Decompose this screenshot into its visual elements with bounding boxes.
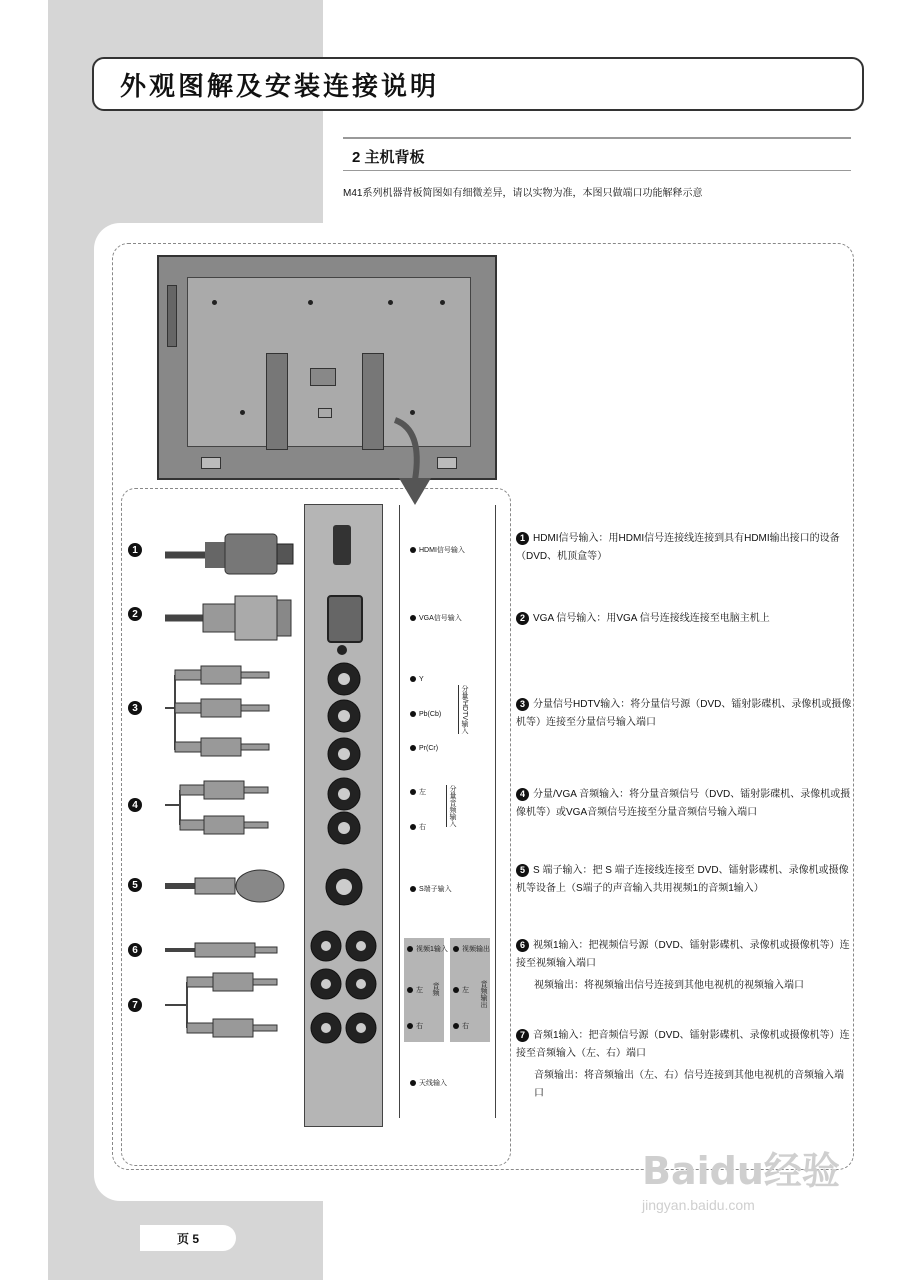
label-video-in: 视频1输入 <box>407 944 448 954</box>
rca-jacks <box>304 504 383 1127</box>
marker-6: 6 <box>128 943 142 957</box>
marker-4: 4 <box>128 798 142 812</box>
marker-3: 3 <box>128 701 142 715</box>
description-4: 4 分量/VGA 音频输入：将分量音频信号（DVD、镭射影碟机、录像机或摄像机等）或VGA音频信号连接至分量音频信号输入端口 <box>516 789 851 818</box>
page-number: 页 5 <box>140 1225 236 1251</box>
label-video-out: 视频输出 <box>453 944 490 954</box>
label-y: Y <box>410 676 424 683</box>
screw-icon <box>440 300 445 305</box>
screw-icon <box>240 410 245 415</box>
description-7: 7 音频1输入：把音频信号源（DVD、镭射影碟机、录像机或摄像机等）连接至音频输入（左、右）端口 音频输出：将音频输出（左、右）信号连接到其他电视机的音频输入端口 <box>516 1027 852 1103</box>
watermark <box>642 1140 840 1213</box>
tv-foot <box>201 457 221 469</box>
label-pr: Pr(Cr) <box>410 745 438 752</box>
tv-vent <box>318 408 332 418</box>
description-1: 1 HDMI信号输入：用HDMI信号连接线连接到具有HDMI输出接口的设备（DVD、机顶盒等） <box>516 533 840 562</box>
description-3: 3 分量信号HDTV输入：将分量信号源（DVD、镭射影碟机、录像机或摄像机等）连接至分量信号输入端口 <box>516 699 852 728</box>
label-component-group: 分量/HDTV输入 <box>458 685 469 734</box>
tv-label-plate <box>310 368 336 386</box>
watermark-brand: Baidu经验 <box>642 1149 840 1193</box>
section-rule-bottom <box>343 170 851 171</box>
marker-7: 7 <box>128 998 142 1012</box>
label-out-group: 音频输出 <box>480 980 487 1008</box>
section-note: M41系列机器背板简图如有细微差异，请以实物为准，本图只做端口功能解释示意 <box>343 188 703 199</box>
screw-icon <box>308 300 313 305</box>
screw-icon <box>212 300 217 305</box>
tv-side-bracket <box>167 285 177 347</box>
label-in-right: 右 <box>407 1021 423 1031</box>
marker-1: 1 <box>128 543 142 557</box>
description-2: 2 VGA 信号输入：用VGA 信号连接线连接至电脑主机上 <box>516 610 852 628</box>
label-out-right: 右 <box>453 1021 469 1031</box>
description-5: 5 S 端子输入：把 S 端子连接线连接至 DVD、镭射影碟机、录像机或摄像机等设备上（S端子的声音输入共用视频1的音频1输入） <box>516 865 849 894</box>
label-audio-right: 右 <box>410 822 426 832</box>
tv-stand-slot <box>266 353 288 450</box>
tv-stand-slot <box>362 353 384 450</box>
label-in-left: 左 <box>407 985 423 995</box>
label-vga: VGA信号输入 <box>410 613 462 623</box>
label-pb: Pb(Cb) <box>410 711 441 718</box>
label-antenna: 天线输入 <box>410 1078 447 1088</box>
section-rule-top <box>343 137 851 139</box>
watermark-url: jingyan.baidu.com <box>642 1197 755 1213</box>
description-6: 6 视频1输入：把视频信号源（DVD、镭射影碟机、录像机或摄像机等）连接至视频输入端口 视频输出：将视频输出信号连接到其他电视机的视频输入端口 <box>516 937 852 995</box>
label-video-group: 音频 <box>432 982 439 996</box>
description-6-extra: 视频输出：将视频输出信号连接到其他电视机的视频输入端口 <box>534 980 804 991</box>
marker-2: 2 <box>128 607 142 621</box>
description-7-extra: 音频输出：将音频输出（左、右）信号连接到其他电视机的音频输入端口 <box>534 1070 844 1099</box>
screw-icon <box>388 300 393 305</box>
label-audio-left: 左 <box>410 787 426 797</box>
page-title: 外观图解及安装连接说明 <box>120 71 440 102</box>
tv-back-illustration <box>157 255 497 480</box>
section-title: 2 主机背板 <box>352 149 425 166</box>
marker-5: 5 <box>128 878 142 892</box>
label-s-video: S端子输入 <box>410 884 452 894</box>
pointer-arrow-icon <box>393 410 443 510</box>
label-out-left: 左 <box>453 985 469 995</box>
cable-illustrations <box>125 520 300 1100</box>
page-title-box <box>92 57 864 111</box>
label-audio-group: 分量音频输入 <box>446 785 457 827</box>
label-hdmi: HDMI信号输入 <box>410 545 465 555</box>
